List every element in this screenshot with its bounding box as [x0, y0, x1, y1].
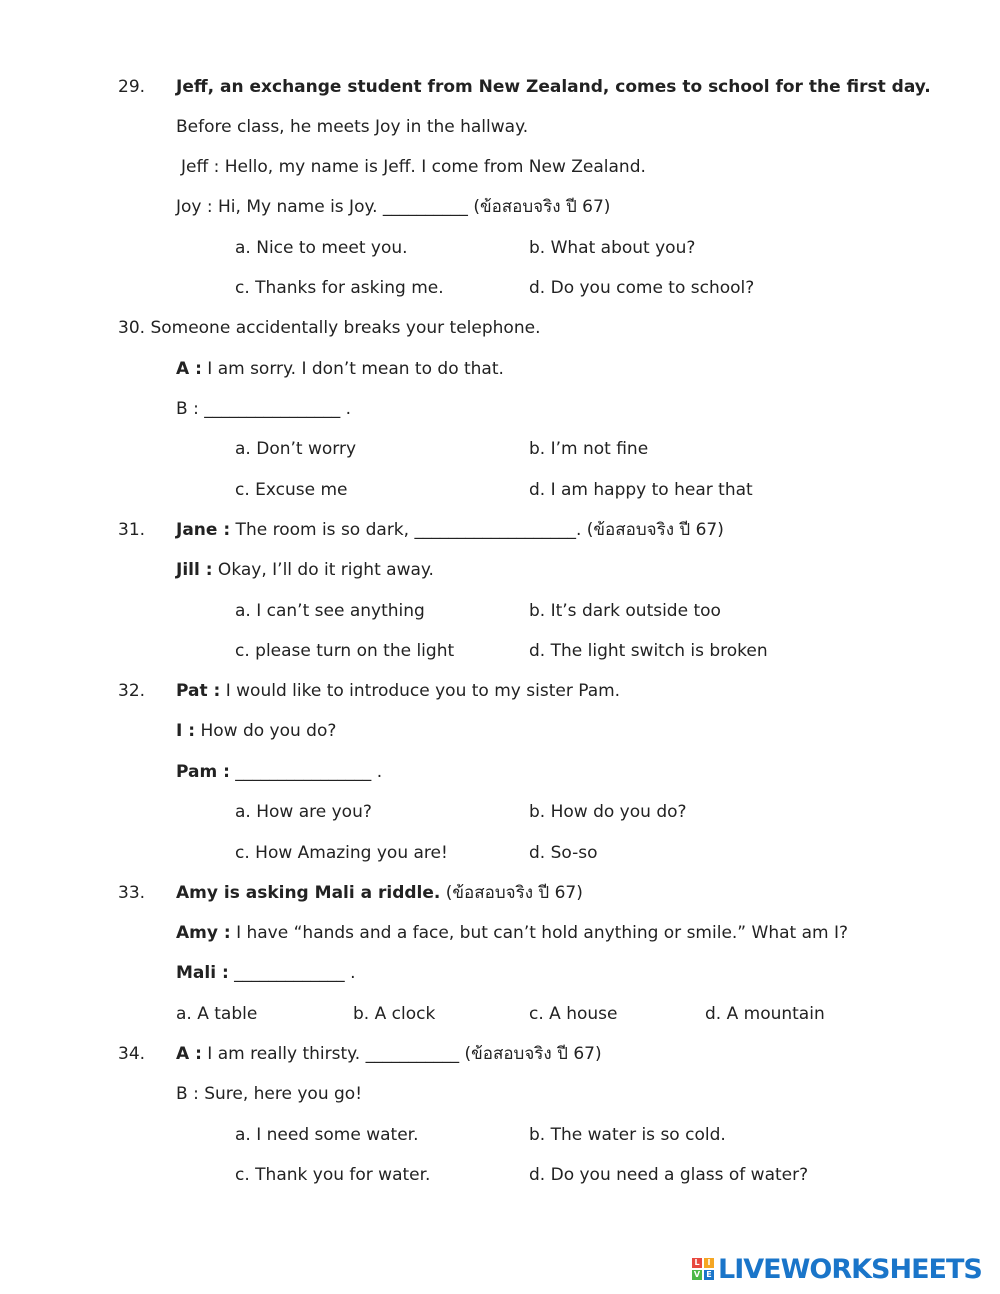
- q32-line-i: How do you do?: [195, 721, 337, 741]
- q31-line-jill: Okay, I’ll do it right away.: [212, 560, 434, 580]
- logo-icon: [692, 1258, 714, 1280]
- q29-context: Before class, he meets Joy in the hallway.: [176, 117, 529, 137]
- q33-option-a[interactable]: a. A table: [176, 1004, 258, 1024]
- q34-speaker-a: A :: [176, 1044, 202, 1064]
- q33-prompt-tag: (ข้อสอบจริง ปี 67): [440, 883, 583, 903]
- q32-option-b[interactable]: b. How do you do?: [529, 802, 687, 822]
- q32-dialog-pam: [176, 762, 382, 782]
- logo-cell-e: E: [704, 1270, 714, 1280]
- q31-option-b[interactable]: b. It’s dark outside too: [529, 601, 721, 621]
- q32-line-pam: ________________ .: [229, 762, 383, 782]
- q32-dialog-i: [176, 721, 336, 741]
- logo-cell-l: L: [692, 1258, 702, 1268]
- q33-prompt-line: [176, 883, 583, 903]
- q33-option-d[interactable]: d. A mountain: [705, 1004, 825, 1024]
- q30-dialog-b: B : ________________ .: [176, 399, 352, 419]
- q34-dialog-b: B : Sure, here you go!: [176, 1084, 363, 1104]
- q33-option-b[interactable]: b. A clock: [353, 1004, 436, 1024]
- q32-number: 32.: [118, 681, 146, 701]
- q31-speaker-jane: Jane :: [176, 520, 231, 540]
- q33-number: 33.: [118, 883, 146, 903]
- q29-dialog-jeff: Jeff : Hello, my name is Jeff. I come from New Zealand.: [181, 157, 646, 177]
- q33-dialog-mali: [176, 963, 355, 983]
- q32-option-c[interactable]: c. How Amazing you are!: [235, 843, 448, 863]
- q31-option-d[interactable]: d. The light switch is broken: [529, 641, 768, 661]
- q32-dialog-pat: [176, 681, 620, 701]
- q29-option-b[interactable]: b. What about you?: [529, 238, 696, 258]
- q32-line-pat: I would like to introduce you to my sister Pam.: [220, 681, 621, 701]
- q31-option-c[interactable]: c. please turn on the light: [235, 641, 455, 661]
- q30-option-a[interactable]: a. Don’t worry: [235, 439, 357, 459]
- q30-speaker-a: A :: [176, 359, 202, 379]
- q32-option-d[interactable]: d. So-so: [529, 843, 598, 863]
- q29-option-a[interactable]: a. Nice to meet you.: [235, 238, 408, 258]
- q30-line-a: I am sorry. I don’t mean to do that.: [201, 359, 504, 379]
- q31-line-jane: The room is so dark, ___________________. (ข้อสอบจริง ปี 67): [230, 520, 724, 540]
- q33-option-c[interactable]: c. A house: [529, 1004, 618, 1024]
- q32-option-a[interactable]: a. How are you?: [235, 802, 372, 822]
- q33-line-amy: I have “hands and a face, but can’t hold anything or smile.” What am I?: [230, 923, 849, 943]
- liveworksheets-logo[interactable]: [692, 1254, 982, 1284]
- q30-prompt: 30. Someone accidentally breaks your telephone.: [118, 318, 541, 338]
- logo-text: LIVEWORKSHEETS: [718, 1253, 982, 1285]
- q33-line-mali: _____________ .: [228, 963, 356, 983]
- q31-number: 31.: [118, 520, 146, 540]
- q32-speaker-pam: Pam :: [176, 762, 230, 782]
- q33-speaker-amy: Amy :: [176, 923, 231, 943]
- q34-dialog-a: [176, 1044, 602, 1064]
- q30-dialog-a: [176, 359, 504, 379]
- q34-option-a[interactable]: a. I need some water.: [235, 1125, 419, 1145]
- q31-dialog-jane: [176, 520, 724, 540]
- q33-speaker-mali: Mali :: [176, 963, 229, 983]
- q34-number: 34.: [118, 1044, 146, 1064]
- q34-option-c[interactable]: c. Thank you for water.: [235, 1165, 431, 1185]
- q30-option-c[interactable]: c. Excuse me: [235, 480, 348, 500]
- q31-option-a[interactable]: a. I can’t see anything: [235, 601, 425, 621]
- q31-dialog-jill: [176, 560, 434, 580]
- q33-dialog-amy: [176, 923, 848, 943]
- q34-option-d[interactable]: d. Do you need a glass of water?: [529, 1165, 809, 1185]
- q29-number: 29.: [118, 77, 146, 97]
- q29-prompt: Jeff, an exchange student from New Zealand, comes to school for the first day.: [176, 77, 931, 97]
- logo-cell-i: I: [704, 1258, 714, 1268]
- q30-option-b[interactable]: b. I’m not fine: [529, 439, 649, 459]
- q32-speaker-i: I :: [176, 721, 196, 741]
- q30-option-d[interactable]: d. I am happy to hear that: [529, 480, 753, 500]
- q29-option-c[interactable]: c. Thanks for asking me.: [235, 278, 444, 298]
- q31-speaker-jill: Jill :: [176, 560, 213, 580]
- logo-cell-v: V: [693, 1270, 701, 1279]
- q32-speaker-pat: Pat :: [176, 681, 221, 701]
- q29-dialog-joy: Joy : Hi, My name is Joy. __________ (ข้อสอบจริง ปี 67): [176, 197, 611, 217]
- q29-option-d[interactable]: d. Do you come to school?: [529, 278, 755, 298]
- q34-line-a: I am really thirsty. ___________ (ข้อสอบจริง ปี 67): [201, 1044, 602, 1064]
- q34-option-b[interactable]: b. The water is so cold.: [529, 1125, 726, 1145]
- q33-prompt: Amy is asking Mali a riddle.: [176, 883, 441, 903]
